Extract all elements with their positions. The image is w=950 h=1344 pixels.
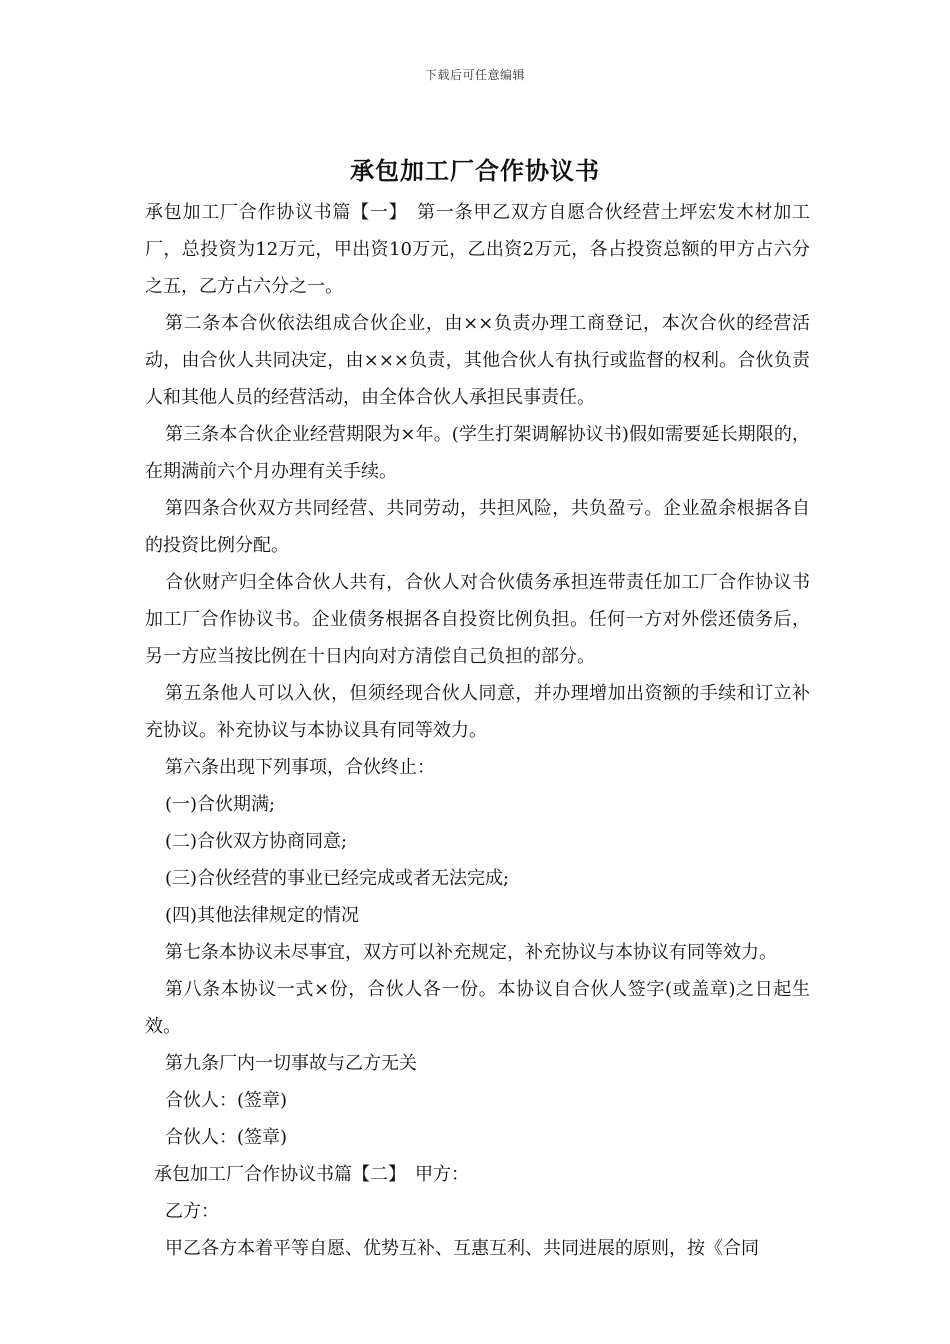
paragraph-2: 第二条本合伙依法组成合伙企业，由××负责办理工商登记，本次合伙的经营活动，由合伙人共同决定，由×××负责，其他合伙人有执行或监督的权利。合伙负责人和其他人员的经营活动，由全体合伙人承担民事责任。 [145, 313, 810, 408]
paragraph-1: 承包加工厂合作协议书篇【一】 第一条甲乙双方自愿合伙经营土坪宏发木材加工厂，总投资为12万元，甲出资10万元，乙出资2万元，各占投资总额的甲方占六分之五，乙方占六分之一。 [145, 202, 810, 297]
paragraph-10: 第九条厂内一切事故与乙方无关 [165, 1053, 417, 1074]
document-body [145, 194, 810, 1267]
paragraph-8: 第七条本协议未尽事宜，双方可以补充规定，补充协议与本协议有同等效力。 [165, 942, 777, 963]
list-item-4: (四)其他法律规定的情况 [165, 905, 360, 926]
list-item-3: (三)合伙经营的事业已经完成或者无法完成; [165, 868, 510, 889]
document-title: 承包加工厂合作协议书 [350, 156, 600, 185]
party-b-line: 乙方： [165, 1201, 219, 1222]
list-item-2: (二)合伙双方协商同意; [165, 831, 348, 852]
paragraph-11: 甲乙各方本着平等自愿、优势互补、互惠互利、共同进展的原则，按《合同 [165, 1238, 759, 1259]
paragraph-4: 第四条合伙双方共同经营、共同劳动，共担风险，共负盈亏。企业盈余根据各自的投资比例分配。 [145, 498, 810, 556]
signature-line-1: 合伙人：(签章) [165, 1090, 288, 1111]
header-note: 下载后可任意编辑 [424, 68, 525, 82]
signature-line-2: 合伙人：(签章) [165, 1127, 288, 1148]
paragraph-7: 第六条出现下列事项，合伙终止： [165, 757, 435, 778]
paragraph-9: 第八条本协议一式×份，合伙人各一份。本协议自合伙人签字(或盖章)之日起生效。 [145, 979, 810, 1037]
section-heading-2: 承包加工厂合作协议书篇【二】 甲方： [154, 1164, 469, 1185]
paragraph-3: 第三条本合伙企业经营期限为×年。(学生打架调解协议书)假如需要延长期限的，在期满前六个月办理有关手续。 [145, 424, 810, 482]
paragraph-6: 第五条他人可以入伙，但须经现合伙人同意，并办理增加出资额的手续和订立补充协议。补充协议与本协议具有同等效力。 [145, 683, 810, 741]
paragraph-5: 合伙财产归全体合伙人共有，合伙人对合伙债务承担连带责任加工厂合作协议书加工厂合作协议书。企业债务根据各自投资比例负担。任何一方对外偿还债务后，另一方应当按比例在十日内向对方清偿自己负担的部分。 [145, 572, 810, 667]
list-item-1: (一)合伙期满; [165, 794, 276, 815]
